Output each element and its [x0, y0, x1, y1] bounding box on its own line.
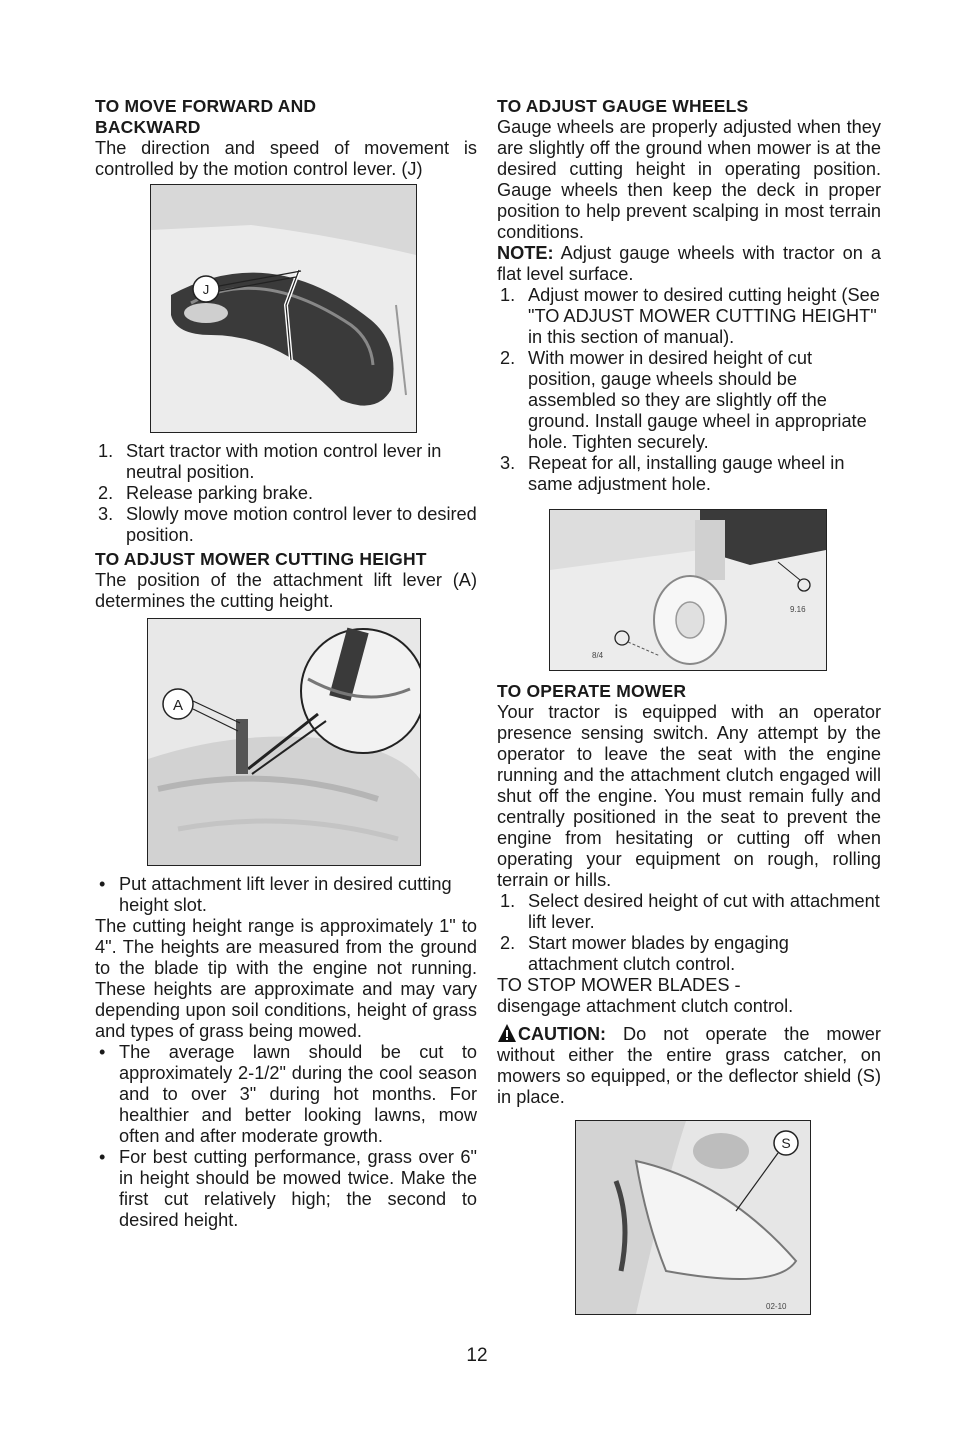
caution-paragraph [497, 1023, 881, 1108]
right-column [497, 96, 881, 1315]
figure-label: 02-10 [766, 1302, 787, 1311]
caution-text: Do not operate the mower without either the entire grass catcher, on mowers so equipped, or the deflector shield (S) in place. [497, 1024, 881, 1107]
motion-control-lever-illustration [151, 185, 416, 432]
callout-j: J [202, 282, 210, 297]
gauge-wheel-figure [549, 509, 827, 671]
heading-move-forward-line1: TO MOVE FORWARD AND [95, 96, 317, 116]
deflector-shield-illustration [576, 1121, 810, 1314]
list-item: 3. Slowly move motion control lever to desired position. [98, 504, 477, 545]
list-item: 2. With mower in desired height of cut position, gauge wheels should be assembled so they are slightly off the ground. Install gauge wheel in appropriate hole. Tighten securely. [500, 348, 867, 452]
figure-label-a: 9.16 [790, 605, 806, 614]
heading-gauge-wheels: TO ADJUST GAUGE WHEELS [497, 96, 749, 116]
callout-s: S [781, 1135, 791, 1151]
list-item: • The average lawn should be cut to approximately 2-1/2" during the cool season and to over 3" during hot months. For healthier and better looking lawns, mow often and after moderate growth. [99, 1042, 477, 1146]
cutting-height-bullets [95, 1042, 477, 1231]
move-forward-body: The direction and speed of movement is controlled by the motion control lever. (J) [95, 138, 477, 179]
operate-mower-body: Your tractor is equipped with an operator presence sensing switch. Any attempt by the operator to leave the seat with the engine running and the attachment clutch engaged will shut off the engine. You must remain fully and centrally positioned in the seat to prevent the engine from hesitating or cutting off when operating your equipment on rough, rolling terrain or hills. [497, 702, 881, 890]
gauge-note [497, 243, 881, 285]
cutting-height-bullet-first [95, 874, 477, 916]
heading-cutting-height: TO ADJUST MOWER CUTTING HEIGHT [95, 549, 427, 569]
list-item: • For best cutting performance, grass over 6" in height should be mowed twice. Make the first cut relatively high; the second to desired height. [99, 1147, 477, 1230]
deflector-shield-figure [575, 1120, 811, 1315]
list-item: 1. Select desired height of cut with attachment lift lever. [500, 891, 880, 932]
move-forward-steps [95, 441, 477, 546]
gauge-wheel-illustration [550, 510, 826, 670]
warning-icon [497, 1023, 517, 1043]
left-column [95, 96, 477, 1231]
list-item: 1. Adjust mower to desired cutting height (See "TO ADJUST MOWER CUTTING HEIGHT" in this section of manual). [500, 285, 880, 347]
figure-label-b: 8/4 [592, 651, 604, 660]
operate-steps [497, 891, 881, 975]
callout-a: A [172, 697, 184, 714]
attachment-lift-lever-figure [147, 618, 421, 866]
list-item: 1. Start tractor with motion control lever in neutral position. [98, 441, 442, 482]
list-item: 2. Start mower blades by engaging attachment clutch control. [500, 933, 789, 974]
gauge-steps [497, 285, 881, 495]
cutting-height-range: The cutting height range is approximately 1" to 4". The heights are measured from the ground to the blade tip with the engine not running. These heights are approximate and may vary depending upon soil conditions, height of grass and types of grass being mowed. [95, 916, 477, 1041]
caution-label: CAUTION: [518, 1024, 606, 1044]
heading-move-forward [95, 96, 477, 138]
note-label: NOTE: [497, 243, 554, 263]
stop-blades-line1: TO STOP MOWER BLADES - [497, 975, 741, 995]
heading-move-forward-line2: BACKWARD [95, 117, 201, 137]
cutting-height-body: The position of the attachment lift lever (A) determines the cutting height. [95, 570, 477, 611]
heading-operate-mower: TO OPERATE MOWER [497, 681, 687, 701]
list-item: • Put attachment lift lever in desired cutting height slot. [99, 874, 452, 915]
stop-blades-line2: disengage attachment clutch control. [497, 996, 794, 1016]
list-item: 3. Repeat for all, installing gauge wheel in same adjustment hole. [500, 453, 845, 494]
note-text: Adjust gauge wheels with tractor on a flat level surface. [497, 243, 881, 284]
list-item: 2. Release parking brake. [98, 483, 314, 503]
attachment-lift-lever-illustration [148, 619, 420, 865]
page-number: 12 [466, 1345, 488, 1366]
gauge-wheels-body: Gauge wheels are properly adjusted when they are slightly off the ground when mower is at the desired cutting height in operating position. Gauge wheels then keep the deck in proper position to help prevent scalping in most terrain conditions. [497, 117, 881, 242]
motion-control-lever-figure [150, 184, 417, 433]
